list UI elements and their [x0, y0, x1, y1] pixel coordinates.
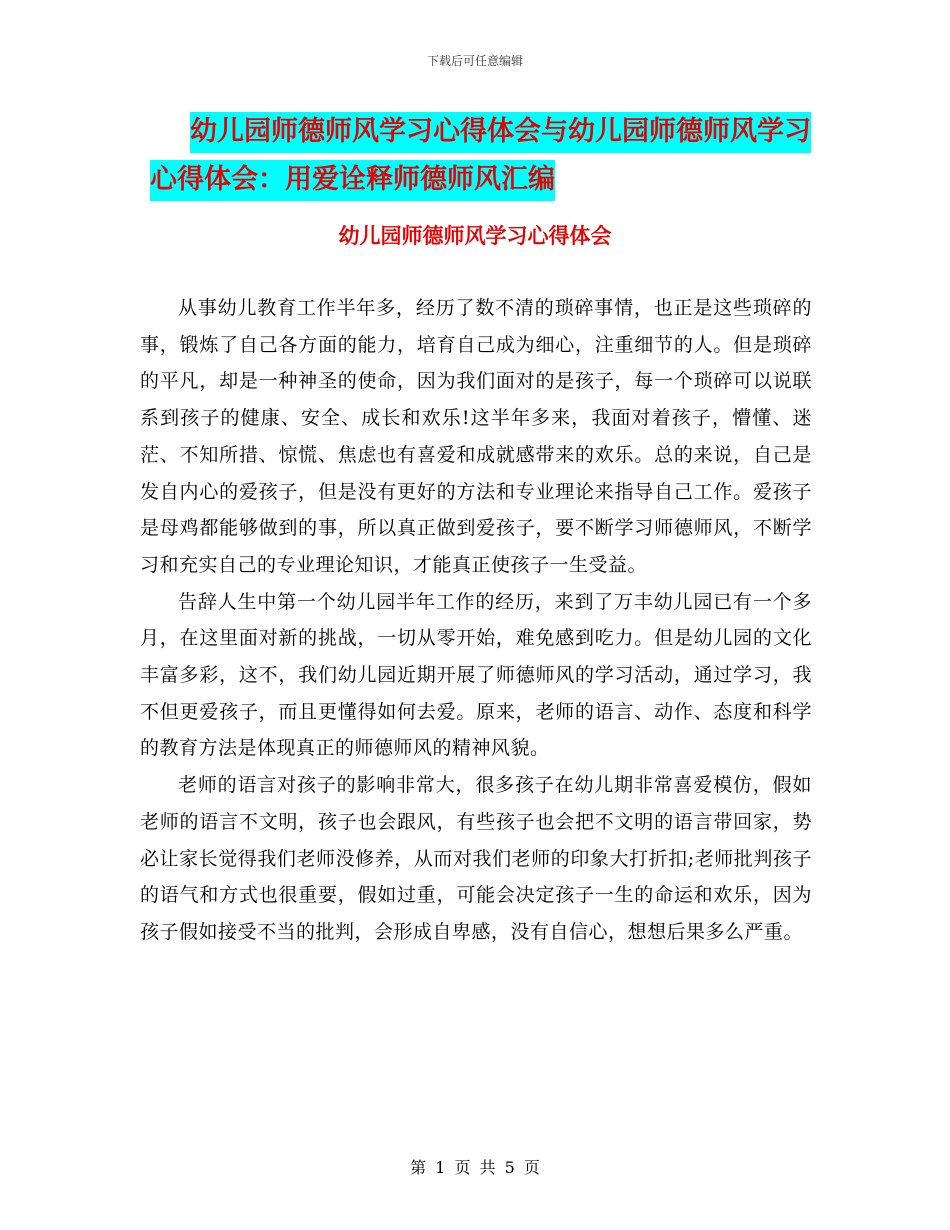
document-title-line-2 [150, 156, 820, 204]
title-highlight-2: 心得体会：用爱诠释师德师风汇编 [150, 160, 555, 201]
document-title-line-1 [150, 108, 820, 156]
page-footer: 第 1 页 共 5 页 [410, 1158, 540, 1177]
body-text [140, 290, 812, 951]
title-highlight-1: 幼儿园师德师风学习心得体会与幼儿园师德师风学习 [190, 112, 811, 153]
header-note: 下载后可任意编辑 [426, 54, 523, 68]
document-title [150, 108, 820, 204]
paragraph-3: 老师的语言对孩子的影响非常大，很多孩子在幼儿期非常喜爱模仿，假如老师的语言不文明，孩子也会跟风，有些孩子也会把不文明的语言带回家，势必让家长觉得我们老师没修养，从而对我们老师的印象大打折扣;老师批判孩子的语气和方式也很重要，假如过重，可能会决定孩子一生的命运和欢乐，因为孩子假如接受不当的批判，会形成自卑感，没有自信心，想想后果多么严重。 [140, 774, 812, 943]
section-title: 幼儿园师德师风学习心得体会 [338, 224, 612, 248]
paragraph-1: 从事幼儿教育工作半年多，经历了数不清的琐碎事情，也正是这些琐碎的事，锻炼了自己各方面的能力，培育自己成为细心，注重细节的人。但是琐碎的平凡，却是一种神圣的使命，因为我们面对的是孩子，每一个琐碎可以说联系到孩子的健康、安全、成长和欢乐!这半年多来，我面对着孩子，懵懂、迷茫、不知所措、惊慌、焦虑也有喜爱和成就感带来的欢乐。总的来说，自己是发自内心的爱孩子，但是没有更好的方法和专业理论来指导自己工作。爱孩子是母鸡都能够做到的事，所以真正做到爱孩子，要不断学习师德师风，不断学习和充实自己的专业理论知识，才能真正使孩子一生受益。 [140, 297, 812, 576]
paragraph-2: 告辞人生中第一个幼儿园半年工作的经历，来到了万丰幼儿园已有一个多月，在这里面对新的挑战，一切从零开始，难免感到吃力。但是幼儿园的文化丰富多彩，这不，我们幼儿园近期开展了师德师风的学习活动，通过学习，我不但更爱孩子，而且更懂得如何去爱。原来，老师的语言、动作、态度和科学的教育方法是体现真正的师德师风的精神风貌。 [140, 590, 812, 760]
